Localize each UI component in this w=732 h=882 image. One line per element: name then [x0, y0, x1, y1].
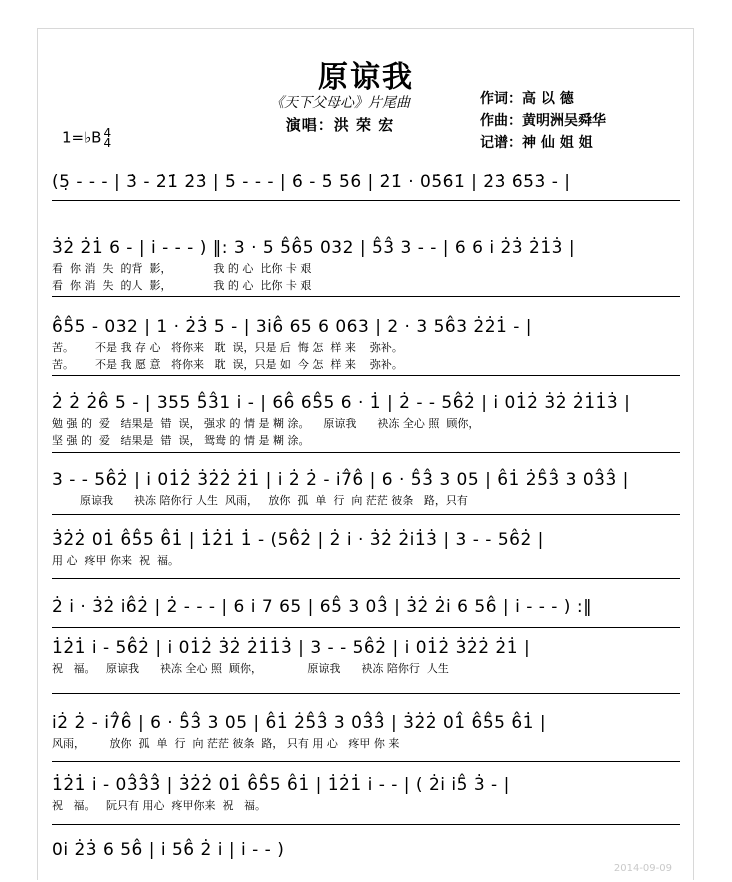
notation-row: 3̇2̇2̇ 01̇ 6̂5̂5 6̂1̇ | 1̇2̇1̇ 1̇ - (56̂2̇ | 2̇ i · 3̇2̇ 2̇i1̇3̇ | 3 - - 56̂2̇ | — [52, 530, 544, 550]
notation-row: i2̇ 2̇ - i7̂6̂ | 6 · 5̂3̂ 3 05 | 6̂1̇ 2̇5̂3̂ 3 03̂3̂ | 3̇2̇2̇ 01̂ 6̂5̂5 6̂1̇ | — [52, 713, 547, 733]
staff-rule — [52, 296, 680, 297]
credit-lyricist: 作词：高 以 德 — [480, 91, 574, 107]
lyric-row-1: 祝 福。 原谅我 袂冻 全心 照 顾你， 原谅我 袂冻 陪你行 人生 — [52, 662, 449, 675]
notation-row: (5̣ - - - | 3̇ - 2̇1̇ 2̇3̇ | 5̇ - - - | 6̇ - 5̇ 5̇6̇ | 2̇1̇ · 05̇6̇1̇ | 2̇3̇ 6̇5̇3̇ - | — [52, 172, 571, 192]
notation-row: 3 - - 56̂2̇ | i 01̇2̇ 3̇2̇2̇ 2̇1̇ | i 2̇ 2̇ - i7̂6̂ | 6 · 5̂3̂ 3 05 | 6̂1̇ 2̇5̂3̂ 3 03̂3̂ | — [52, 470, 629, 490]
lyric-row-1: 苦。 不是 我 存 心 将你来 耽 误，只是 后 悔 怎 样 来 弥补。 — [52, 341, 403, 354]
lyric-row-2: 坚 强 的 爱 结果是 错 误， 鸳鸯 的 情 是 糊 涂。 — [52, 434, 310, 447]
music-system — [52, 172, 680, 192]
credit-composer: 作曲：黄明洲吴舜华 — [480, 113, 606, 129]
lyric-row-1: 看 你 消 失 的背 影， 我 的 心 比你 卡 艰 — [52, 262, 312, 275]
key-signature-text: 1=♭B — [62, 128, 102, 147]
credit-transcriber: 记谱：神 仙 姐 姐 — [480, 135, 593, 151]
credits-block — [480, 88, 606, 154]
time-signature-top: 4 — [103, 126, 112, 140]
lyric-row-2: 苦。 不是 我 愿 意 将你来 耽 误，只是 如 今 怎 样 来 弥补。 — [52, 358, 403, 371]
staff-rule — [52, 375, 680, 376]
lyric-row-1: 祝 福。 阮只有 用心 疼甲你来 祝 福。 — [52, 799, 266, 812]
lyric-row-1: 风雨， 放你 孤 单 行 向 茫茫 彼条 路， 只有 用 心 疼甲 你 来 — [52, 737, 400, 750]
staff-rule — [52, 693, 680, 694]
page-border — [37, 28, 694, 880]
music-system — [52, 775, 680, 813]
subtitle: 《天下父母心》片尾曲 — [270, 95, 410, 111]
page-title: 原谅我 — [318, 60, 414, 95]
music-system — [52, 638, 680, 676]
lyric-row-1: 原谅我 袂冻 陪你行 人生 风雨， 放你 孤 单 行 向 茫茫 彼条 路，只有 — [52, 494, 468, 507]
time-signature-bottom: 4 — [103, 136, 112, 150]
music-system — [52, 393, 680, 448]
lyric-row-1: 用 心 疼甲 你来 祝 福。 — [52, 554, 179, 567]
music-system — [52, 317, 680, 372]
staff-rule — [52, 824, 680, 825]
notation-row: 0i 2̇3̇ 6 56̂ | i 56̂ 2̇ i | i - - ) — [52, 840, 285, 860]
notation-row: 1̇2̇1̇ i - 56̂2̇ | i 01̇2̇ 3̇2̇ 2̇1̇1̇3̇ | 3 - - 56̂2̇ | i 01̇2̇ 3̇2̇2̇ 2̇1̇ | — [52, 638, 531, 658]
staff-rule — [52, 452, 680, 453]
music-system — [52, 840, 680, 860]
music-system — [52, 597, 680, 617]
staff-rule — [52, 578, 680, 579]
staff-rule — [52, 761, 680, 762]
staff-rule — [52, 200, 680, 201]
time-signature — [103, 128, 111, 148]
lyric-row-1: 勉 强 的 爱 结果是 错 误， 强求 的 情 是 糊 涂。 原谅我 袂冻 全心 照 顾你， — [52, 417, 480, 430]
lyric-row-2: 看 你 消 失 的人 影， 我 的 心 比你 卡 艰 — [52, 279, 312, 292]
singer-credit: 演唱：洪 荣 宏 — [285, 116, 395, 134]
key-signature — [62, 128, 111, 148]
music-system — [52, 238, 680, 293]
notation-row: 1̇2̇1̇ i - 03̂3̂3̂ | 3̇2̇2̇ 01̇ 6̂5̂5 6̂1̇ | 1̇2̇1̇ i - - | ( 2̇i i5̂ 3̇ - | — [52, 775, 510, 795]
music-system — [52, 470, 680, 508]
notation-row: 3̇2̇ 2̇1̇ 6 - | i - - - ) ‖: 3 · 5 5̂6̂5 032 | 5̂3̂ 3 - - | 6 6 i 2̇3̇ 2̇1̇3̇ | — [52, 238, 576, 258]
notation-row: 6̂5̂5 - 032 | 1 · 2̇3̇ 5 - | 3i6̂ 65 6 063 | 2 · 3 56̂3 2̇2̇1̇ - | — [52, 317, 533, 337]
notation-row: 2̇ i · 3̇2̇ i6̂2̇ | 2̇ - - - | 6 i 7 65 | 65̂ 3 03̂ | 3̇2̇ 2̇i 6 56̂ | i - - - ) :‖ — [52, 597, 593, 617]
notation-row: 2̇ 2̇ 2̇6̂ 5 - | 355 5̂3̂1 i - | 66̂ 65̂5 6 · 1̇ | 2̇ - - 56̂2̇ | i 01̇2̇ 3̇2̇ 2̇1̇1̇3̇ | — [52, 393, 631, 413]
staff-rule — [52, 627, 680, 628]
staff-rule — [52, 514, 680, 515]
music-system — [52, 530, 680, 568]
music-system — [52, 713, 680, 751]
watermark-date: 2014-09-09 — [613, 863, 672, 874]
